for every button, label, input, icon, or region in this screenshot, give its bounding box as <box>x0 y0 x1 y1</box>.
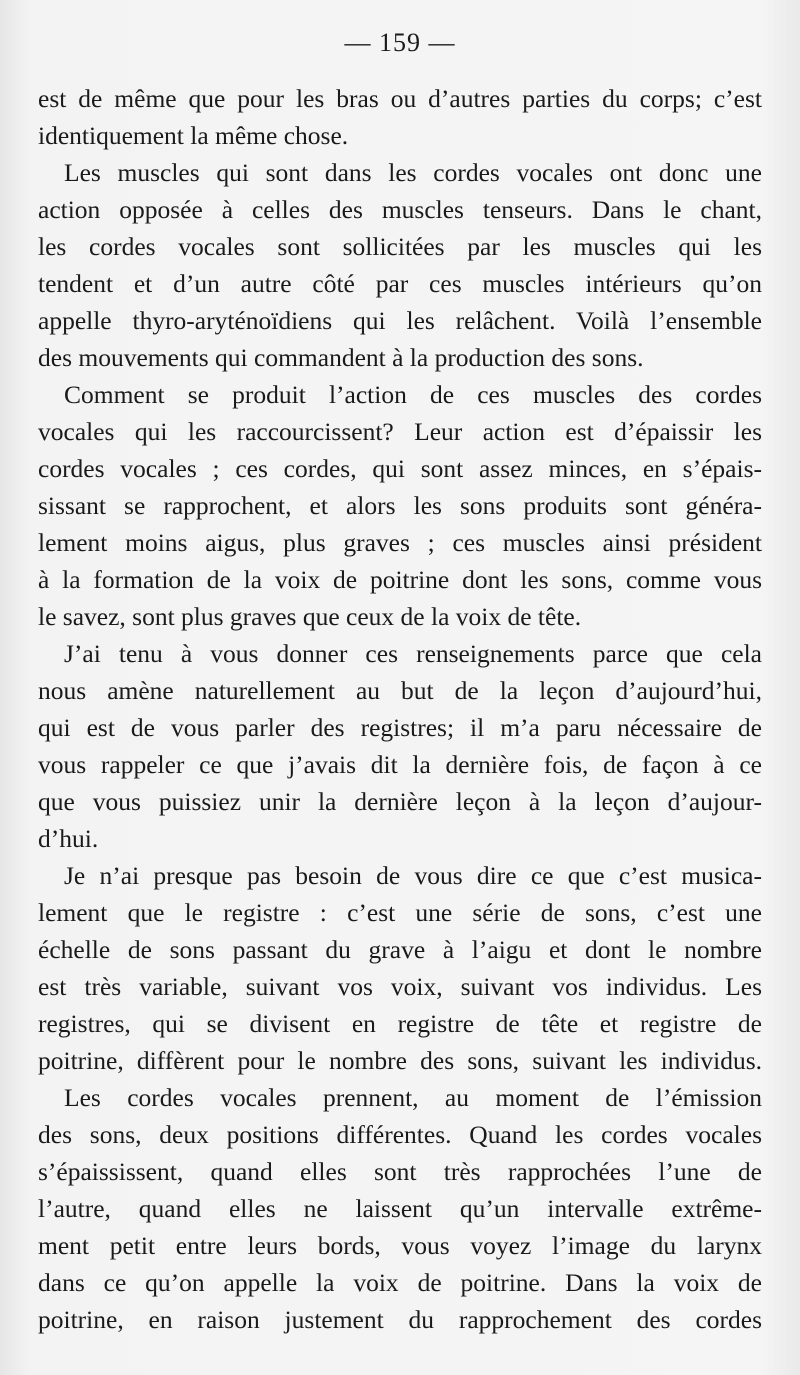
text-line: Les cordes vocales prennent, au moment de l’émission <box>64 1083 762 1112</box>
text-line: des mouvements qui commandent à la production des sons. <box>38 343 644 372</box>
text-line: dans ce qu’on appelle la voix de poitrine. Dans la voix de <box>38 1268 762 1297</box>
text-line: tendent et d’un autre côté par ces muscles intérieurs qu’on <box>38 269 762 298</box>
text-line: Je n’ai presque pas besoin de vous dire ce que c’est musica- <box>64 861 762 890</box>
text-line: échelle de sons passant du grave à l’aigu et dont le nombre <box>38 935 762 964</box>
text-line: identiquement la même chose. <box>38 121 349 150</box>
text-line: vocales qui les raccourcissent? Leur action est d’épaissir les <box>38 417 762 446</box>
text-line: nous amène naturellement au but de la leçon d’aujourd’hui, <box>38 676 762 705</box>
text-line: poitrine, en raison justement du rapprochement des cordes <box>38 1305 762 1334</box>
text-line: J’ai tenu à vous donner ces renseignements parce que cela <box>64 639 762 668</box>
text-line: Les muscles qui sont dans les cordes vocales ont donc une <box>64 158 762 187</box>
text-line: l’autre, quand elles ne laissent qu’un intervalle extrême- <box>38 1194 762 1223</box>
text-line: action opposée à celles des muscles tenseurs. Dans le chant, <box>38 195 762 224</box>
text-line: est très variable, suivant vos voix, suivant vos individus. Les <box>38 972 762 1001</box>
text-line: registres, qui se divisent en registre de tête et registre de <box>38 1009 762 1038</box>
text-line: le savez, sont plus graves que ceux de la voix de tête. <box>38 602 582 631</box>
text-line: qui est de vous parler des registres; il m’a paru nécessaire de <box>38 713 762 742</box>
page-number: — 159 — <box>344 28 456 57</box>
text-line: cordes vocales ; ces cordes, qui sont assez minces, en s’épais- <box>38 454 762 483</box>
text-line: les cordes vocales sont sollicitées par les muscles qui les <box>38 232 762 261</box>
text-line: ment petit entre leurs bords, vous voyez l’image du larynx <box>38 1231 762 1260</box>
text-line: s’épaississent, quand elles sont très rapprochées l’une de <box>38 1157 762 1186</box>
text-line: appelle thyro-aryténoïdiens qui les relâchent. Voilà l’ensemble <box>38 306 762 335</box>
text-line: d’hui. <box>38 824 99 853</box>
text-line: est de même que pour les bras ou d’autres parties du corps; c’est <box>38 84 762 113</box>
body-text <box>38 80 762 1338</box>
text-line: lement moins aigus, plus graves ; ces muscles ainsi président <box>38 528 762 557</box>
text-line: des sons, deux positions différentes. Quand les cordes vocales <box>38 1120 762 1149</box>
text-line: poitrine, diffèrent pour le nombre des sons, suivant les individus. <box>38 1046 762 1075</box>
text-line: sissant se rapprochent, et alors les sons produits sont généra- <box>38 491 762 520</box>
text-line: à la formation de la voix de poitrine dont les sons, comme vous <box>38 565 762 594</box>
text-line: Comment se produit l’action de ces muscles des cordes <box>64 380 762 409</box>
text-line: que vous puissiez unir la dernière leçon à la leçon d’aujour- <box>38 787 762 816</box>
text-line: vous rappeler ce que j’avais dit la dernière fois, de façon à ce <box>38 750 762 779</box>
text-line: lement que le registre : c’est une série de sons, c’est une <box>38 898 762 927</box>
